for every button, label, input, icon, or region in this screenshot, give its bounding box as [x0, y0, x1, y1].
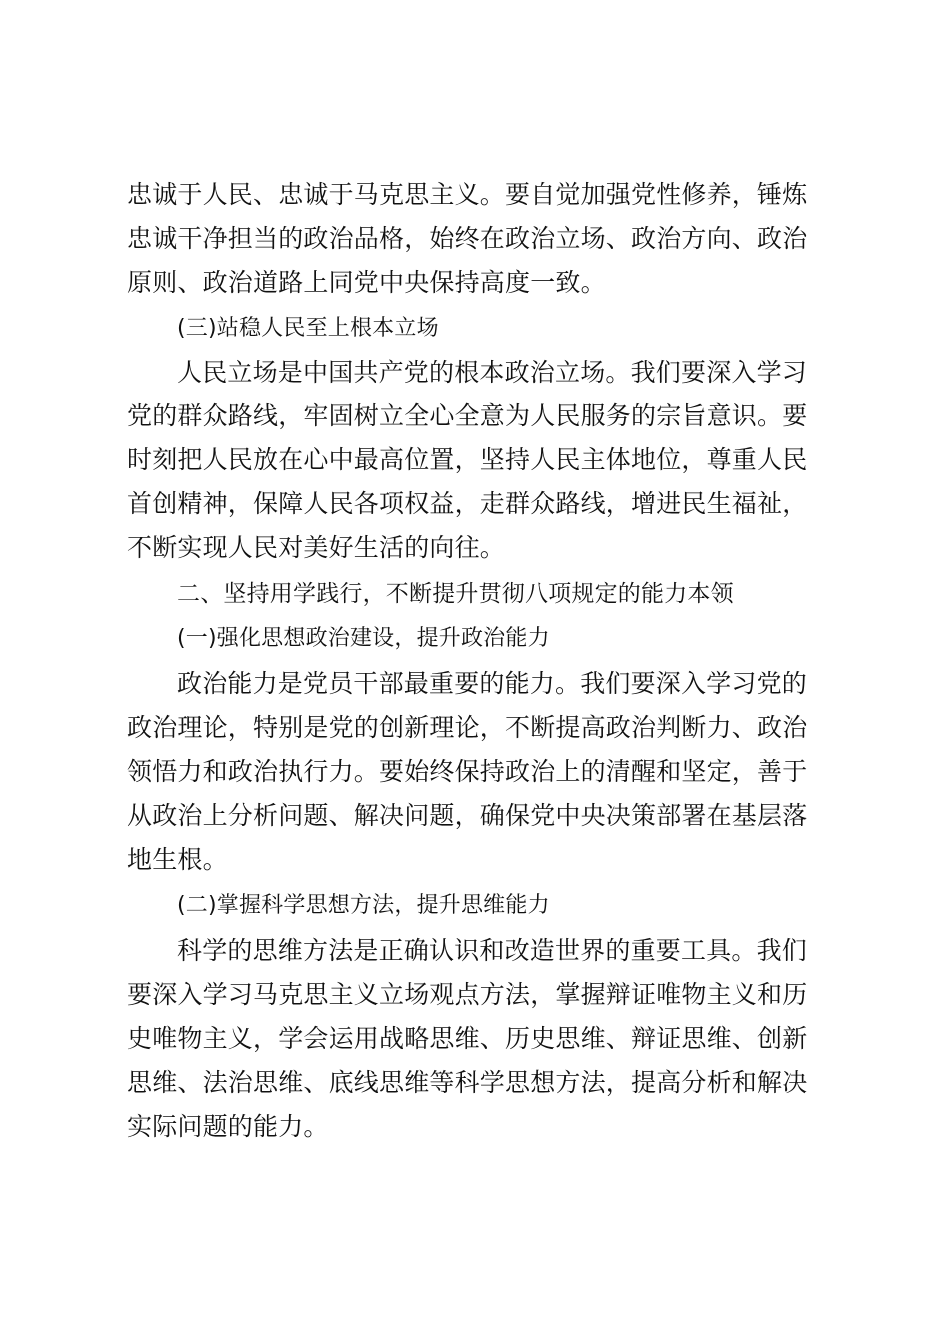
- body-text-line: 不断实现人民对美好生活的向往。: [127, 533, 506, 562]
- body-text-line: 原则、政治道路上同党中央保持高度一致。: [127, 268, 606, 297]
- body-text-line: 要深入学习马克思主义立场观点方法，掌握辩证唯物主义和历: [127, 980, 808, 1009]
- body-text-line: 政治理论，特别是党的创新理论，不断提高政治判断力、政治: [127, 713, 808, 742]
- body-text-line: 从政治上分析问题、解决问题，确保党中央决策部署在基层落: [127, 801, 808, 830]
- body-text-line: 思维、法治思维、底线思维等科学思想方法，提高分析和解决: [127, 1068, 808, 1097]
- body-text-line: 忠诚干净担当的政治品格，始终在政治立场、政治方向、政治: [127, 224, 808, 253]
- paragraph-first-line: 人民立场是中国共产党的根本政治立场。我们要深入学习: [177, 358, 808, 387]
- section-subheading: (二)掌握科学思想方法，提升思维能力: [177, 893, 550, 918]
- body-text-line: 党的群众路线，牢固树立全心全意为人民服务的宗旨意识。要: [127, 401, 808, 430]
- body-text-line: 首创精神，保障人民各项权益，走群众路线，增进民生福祉，: [127, 489, 808, 518]
- section-subheading: (三)站稳人民至上根本立场: [177, 316, 439, 341]
- section-subheading: (一)强化思想政治建设，提升政治能力: [177, 626, 550, 651]
- body-text-line: 实际问题的能力。: [127, 1112, 329, 1141]
- paragraph-first-line: 科学的思维方法是正确认识和改造世界的重要工具。我们: [177, 936, 808, 965]
- body-text-line: 忠诚于人民、忠诚于马克思主义。要自觉加强党性修养，锤炼: [127, 180, 808, 209]
- body-text-line: 史唯物主义，学会运用战略思维、历史思维、辩证思维、创新: [127, 1024, 808, 1053]
- paragraph-first-line: 政治能力是党员干部最重要的能力。我们要深入学习党的: [177, 669, 808, 698]
- body-text-line: 领悟力和政治执行力。要始终保持政治上的清醒和坚定，善于: [127, 757, 808, 786]
- body-text-line: 地生根。: [127, 845, 228, 874]
- body-text-line: 时刻把人民放在心中最高位置，坚持人民主体地位，尊重人民: [127, 445, 808, 474]
- section-heading: 二、坚持用学践行，不断提升贯彻八项规定的能力本领: [177, 581, 734, 607]
